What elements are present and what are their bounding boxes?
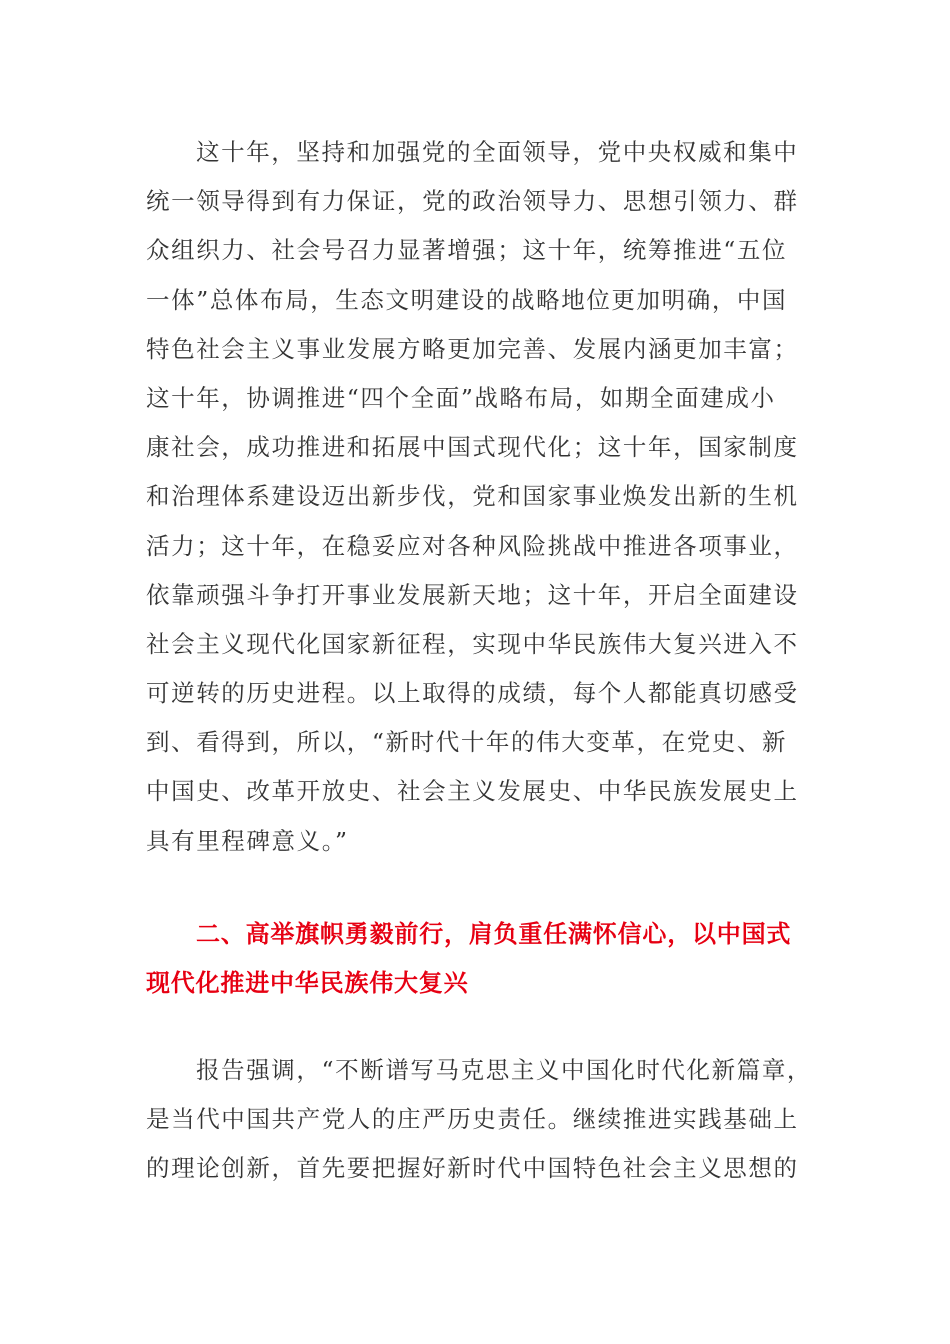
text-line: 社会主义现代化国家新征程，实现中华民族伟大复兴进入不	[146, 629, 799, 658]
text-line: 是当代中国共产党人的庄严历史责任。继续推进实践基础上	[146, 1105, 799, 1134]
body-paragraph-1	[146, 128, 799, 866]
text-line: 一体”总体布局，生态文明建设的战略地位更加明确，中国	[146, 285, 788, 314]
heading-line: 二、高举旗帜勇毅前行，肩负重任满怀信心，以中国式	[196, 920, 792, 948]
section-heading	[146, 910, 794, 1008]
text-line: 特色社会主义事业发展方略更加完善、发展内涵更加丰富；	[146, 334, 799, 363]
text-line: 具有里程碑意义。”	[146, 826, 349, 855]
heading-line: 现代化推进中华民族伟大复兴	[146, 969, 469, 997]
text-line: 活力；这十年，在稳妥应对各种风险挑战中推进各项事业，	[146, 531, 799, 560]
text-line: 的理论创新，首先要把握好新时代中国特色社会主义思想的	[146, 1154, 799, 1183]
text-line: 康社会，成功推进和拓展中国式现代化；这十年，国家制度	[146, 433, 799, 462]
text-line: 报告强调，“不断谱写马克思主义中国化时代化新篇章，	[196, 1056, 813, 1084]
text-line: 众组织力、社会号召力显著增强；这十年，统筹推进“五位	[146, 236, 788, 265]
text-line: 和治理体系建设迈出新步伐，党和国家事业焕发出新的生机	[146, 482, 799, 511]
text-line: 到、看得到，所以，“新时代十年的伟大变革，在党史、新	[146, 728, 788, 757]
text-line: 这十年，坚持和加强党的全面领导，党中央权威和集中	[196, 138, 799, 166]
text-line: 中国史、改革开放史、社会主义发展史、中华民族发展史上	[146, 777, 799, 806]
text-line: 可逆转的历史进程。以上取得的成绩，每个人都能真切感受	[146, 679, 799, 708]
body-paragraph-2	[146, 1046, 813, 1194]
text-line: 依靠顽强斗争打开事业发展新天地；这十年，开启全面建设	[146, 580, 799, 609]
text-line: 这十年，协调推进“四个全面”战略布局，如期全面建成小	[146, 383, 776, 412]
text-line: 统一领导得到有力保证，党的政治领导力、思想引领力、群	[146, 187, 799, 216]
